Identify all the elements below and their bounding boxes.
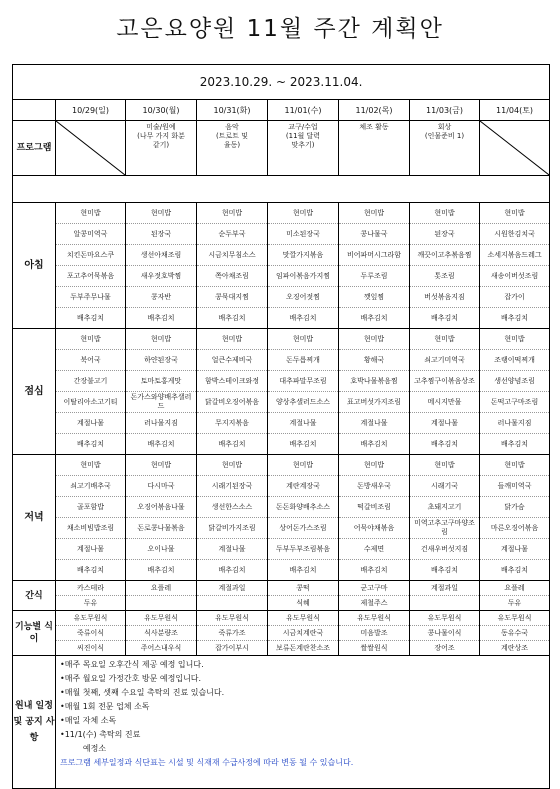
- menu-item: 돈로콩나물볶음: [126, 518, 196, 539]
- menu-item: 배추김치: [147, 439, 175, 448]
- snack-item: 요플레: [480, 581, 549, 596]
- menu-item: 계란계장국: [268, 476, 338, 497]
- menu-item: 현미밥: [480, 455, 549, 476]
- menu-item: 배추김치: [360, 565, 388, 574]
- program-cell: 체조 활동: [339, 121, 410, 176]
- menu-item: 러나물지짐: [480, 413, 549, 434]
- menu-item: 얼큰수제비국: [197, 350, 267, 371]
- menu-item: 현미밥: [339, 455, 409, 476]
- menu-item: 러나물지짐: [126, 413, 196, 434]
- menu-item: 배추김치: [218, 313, 246, 322]
- functional-item: 죽류가조: [197, 626, 267, 641]
- menu-item: 계절나물: [56, 539, 125, 560]
- snack-cell: [480, 581, 550, 611]
- meal-label: 아침: [13, 203, 56, 329]
- menu-item: 콩자반: [126, 287, 196, 308]
- functional-item: 유도무원식: [56, 611, 125, 626]
- menu-item: 양상추샐러드소스: [268, 392, 338, 413]
- functional-item: 장어조: [434, 643, 455, 652]
- menu-item: 현미밥: [197, 203, 267, 224]
- menu-item: 계절나물: [410, 413, 479, 434]
- menu-item: 새송이버섯조림: [480, 266, 549, 287]
- menu-item: 현미밥: [56, 203, 125, 224]
- menu-item: 깻잎찜: [339, 287, 409, 308]
- menu-item: 버섯볶음지짐: [410, 287, 479, 308]
- menu-item: 톳조림: [410, 266, 479, 287]
- menu-item: 새우젓호박찜: [126, 266, 196, 287]
- menu-item: 닭갈비오징어볶음: [197, 392, 267, 413]
- notes-line: •매월 1회 전문 업체 소독: [60, 702, 150, 711]
- notes-line: •11/1(수) 촉탁의 진료: [60, 730, 141, 739]
- menu-item: 배추김치: [147, 313, 175, 322]
- menu-item: 쪽아채조림: [197, 266, 267, 287]
- functional-cell: [480, 611, 550, 656]
- menu-item: 닭갈비가지조림: [197, 518, 267, 539]
- notes-line: •매일 자체 소독: [60, 716, 117, 725]
- meal-day-cell: [480, 455, 550, 581]
- menu-item: 순두부국: [197, 224, 267, 245]
- notes-cell: [56, 656, 550, 789]
- functional-item: 잡가이부시: [215, 643, 249, 652]
- menu-item: 배추김치: [430, 439, 459, 448]
- functional-item: 콩나물이식: [410, 626, 479, 641]
- functional-item: 유도무원식: [126, 611, 196, 626]
- meal-day-cell: [268, 329, 339, 455]
- menu-item: 호박나물볶음찜: [339, 371, 409, 392]
- functional-item: 보류돈계란찬소조: [275, 643, 331, 652]
- snack-cell: [339, 581, 410, 611]
- notes-label: 원내 일정 및 공지 사항: [13, 656, 56, 789]
- menu-item: 생선아채조림: [126, 245, 196, 266]
- menu-item: 돈방새우국: [339, 476, 409, 497]
- program-label: 프로그램: [13, 121, 56, 176]
- menu-item: 소세지볶음드레그: [480, 245, 549, 266]
- snack-item: 콩떡: [268, 581, 338, 596]
- menu-item: 비어파머시그라함: [339, 245, 409, 266]
- snack-item: 카스테라: [56, 581, 125, 596]
- functional-item: 죽류이식: [56, 626, 125, 641]
- menu-item: 현미밥: [126, 329, 196, 350]
- snack-item: 제철주스: [360, 598, 388, 607]
- menu-item: 두루조림: [339, 266, 409, 287]
- menu-item: 북어국: [56, 350, 125, 371]
- menu-item: 간장불고기: [56, 371, 125, 392]
- functional-item: 유도무원식: [410, 611, 479, 626]
- menu-item: 조랭이떡찌개: [480, 350, 549, 371]
- menu-item: 현미밥: [339, 203, 409, 224]
- functional-label: 기능별 식이: [13, 611, 56, 656]
- menu-item: 포고추어묵볶음: [56, 266, 125, 287]
- menu-item: 콩나물국: [339, 224, 409, 245]
- menu-item: 오징어볶음나물: [126, 497, 196, 518]
- meal-day-cell: [126, 203, 197, 329]
- menu-item: 배추김치: [501, 313, 529, 322]
- menu-item: 돈가스와양배추샐러드: [126, 392, 196, 413]
- menu-item: 배추김치: [289, 313, 317, 322]
- meal-day-cell: [480, 329, 550, 455]
- menu-item: 현미밥: [268, 203, 338, 224]
- menu-item: 상어돈가스조림: [268, 518, 338, 539]
- menu-item: 오이나물: [126, 539, 196, 560]
- menu-item: 쇠고기미역국: [410, 350, 479, 371]
- menu-item: 배추김치: [430, 565, 459, 574]
- functional-item: 식사분량조: [126, 626, 196, 641]
- functional-cell: [268, 611, 339, 656]
- menu-item: 알콩미역국: [56, 224, 125, 245]
- week-range: 2023.10.29. ~ 2023.11.04.: [13, 65, 550, 100]
- menu-item: 배추김치: [430, 313, 459, 322]
- menu-item: 황해국: [339, 350, 409, 371]
- program-cell: 회상 (인물준비 1): [410, 121, 480, 176]
- snack-cell: [197, 581, 268, 611]
- menu-item: 배추김치: [218, 565, 246, 574]
- meal-day-cell: [56, 329, 126, 455]
- functional-item: 유도무원식: [268, 611, 338, 626]
- menu-item: 된장국: [126, 224, 196, 245]
- program-cell: 미술/원예 (나무 가지 화분 같기): [126, 121, 197, 176]
- meal-day-cell: [268, 455, 339, 581]
- functional-item: 계란상조: [501, 643, 529, 652]
- day-header: 11/04(토): [480, 100, 550, 121]
- day-header: 10/29(일): [56, 100, 126, 121]
- program-empty-cell: [480, 121, 550, 176]
- weekly-plan-table: [12, 64, 549, 789]
- program-empty-cell: [56, 121, 126, 176]
- functional-cell: [339, 611, 410, 656]
- diagonal-line: [56, 121, 125, 175]
- menu-item: 시래기국: [410, 476, 479, 497]
- menu-item: 시원한김치국: [480, 224, 549, 245]
- page-title: 고은요양원 11월 주간 계획안: [116, 16, 444, 42]
- menu-item: 현미밥: [126, 455, 196, 476]
- menu-item: 메시지만물: [410, 392, 479, 413]
- menu-item: 현미밥: [480, 203, 549, 224]
- menu-item: 돈돈화양배추소스: [268, 497, 338, 518]
- menu-item: 현미밥: [197, 329, 267, 350]
- menu-item: 현미밥: [410, 329, 479, 350]
- functional-cell: [197, 611, 268, 656]
- snack-cell: [410, 581, 480, 611]
- functional-item: 주어스내우식: [140, 643, 182, 652]
- meal-day-cell: [268, 203, 339, 329]
- menu-item: 배추김치: [360, 439, 388, 448]
- program-cell: 음악 (트로트 및 율동): [197, 121, 268, 176]
- menu-item: 치킨돈마요스쿠: [56, 245, 125, 266]
- menu-item: 현미밥: [56, 455, 125, 476]
- snack-item: 식혜: [296, 598, 310, 607]
- functional-item: 동유수국: [480, 626, 549, 641]
- day-header: 11/02(목): [339, 100, 410, 121]
- meal-day-cell: [339, 329, 410, 455]
- menu-item: 표고버섯가지조림: [339, 392, 409, 413]
- snack-item: 계절과일: [197, 581, 267, 596]
- menu-item: 건새우버섯지짐: [410, 539, 479, 560]
- day-header: 10/30(월): [126, 100, 197, 121]
- functional-cell: [126, 611, 197, 656]
- menu-item: 깨끗이고추볶음찜: [410, 245, 479, 266]
- functional-item: 씨진이식: [76, 643, 105, 652]
- menu-item: 돈떡고구마조림: [480, 392, 549, 413]
- menu-item: 토마토홍게맛: [126, 371, 196, 392]
- notes-line: •매주 목요일 오후간식 제공 예정 입니다.: [60, 660, 204, 669]
- menu-item: 떡갈비조림: [339, 497, 409, 518]
- menu-item: 배추김치: [76, 313, 105, 322]
- menu-item: 콩묵대지찜: [197, 287, 267, 308]
- menu-item: 임파이볶음가지찜: [268, 266, 338, 287]
- snack-item: [197, 596, 267, 610]
- functional-item: 유도무원식: [339, 611, 409, 626]
- functional-cell: [56, 611, 126, 656]
- menu-item: 골포함밥: [56, 497, 125, 518]
- menu-item: 현미밥: [197, 455, 267, 476]
- meal-day-cell: [339, 203, 410, 329]
- menu-item: 들깨미역국: [480, 476, 549, 497]
- menu-item: 현미밥: [480, 329, 549, 350]
- notes-line: •매주 월요일 가정간호 방문 예정입니다.: [60, 674, 202, 683]
- snack-item: [126, 596, 196, 610]
- menu-item: 계절나물: [268, 413, 338, 434]
- notes-line: 예정소: [60, 744, 107, 753]
- snack-cell: [126, 581, 197, 611]
- meal-day-cell: [339, 455, 410, 581]
- menu-item: 두부주무나물: [56, 287, 125, 308]
- menu-item: 현미밥: [268, 329, 338, 350]
- menu-item: 현미밥: [410, 455, 479, 476]
- snack-item: 계절과일: [410, 581, 479, 596]
- menu-item: 배추김치: [501, 439, 529, 448]
- meal-day-cell: [197, 455, 268, 581]
- menu-item: 맛깔가지볶음: [268, 245, 338, 266]
- meal-day-cell: [410, 455, 480, 581]
- menu-item: 배추김치: [289, 439, 317, 448]
- functional-cell: [410, 611, 480, 656]
- meal-day-cell: [126, 329, 197, 455]
- meal-day-cell: [56, 455, 126, 581]
- menu-item: 두부두부조림볶음: [268, 539, 338, 560]
- meal-day-cell: [410, 329, 480, 455]
- menu-item: 현미밥: [56, 329, 125, 350]
- corner-cell: [13, 100, 56, 121]
- menu-item: 배추김치: [218, 439, 246, 448]
- snack-item: [410, 596, 479, 610]
- menu-item: 생선양념조림: [480, 371, 549, 392]
- snack-item: 군고구마: [339, 581, 409, 596]
- menu-item: 미소된장국: [268, 224, 338, 245]
- notes-line: •매월 첫째, 셋째 수요일 촉탁의 진료 있습니다.: [60, 688, 225, 697]
- menu-item: 된장국: [410, 224, 479, 245]
- menu-item: 채소비빔밥조림: [56, 518, 125, 539]
- menu-item: 계절나물: [339, 413, 409, 434]
- program-cell: 교구/수업 (11월 달력 맞추기): [268, 121, 339, 176]
- menu-item: 이탈리아소고기티: [56, 392, 125, 413]
- menu-item: 현미밥: [268, 455, 338, 476]
- menu-item: 잡가이: [480, 287, 549, 308]
- snack-item: 두유: [507, 598, 522, 607]
- menu-item: 배추김치: [76, 565, 105, 574]
- meal-day-cell: [480, 203, 550, 329]
- menu-item: 배추김치: [76, 439, 105, 448]
- day-header: 11/01(수): [268, 100, 339, 121]
- menu-item: 오징어젓찜: [268, 287, 338, 308]
- menu-item: 함박스테이크와정: [197, 371, 267, 392]
- menu-item: 초돼지고기: [410, 497, 479, 518]
- menu-item: 배추김치: [360, 313, 388, 322]
- meal-day-cell: [56, 203, 126, 329]
- meal-day-cell: [197, 203, 268, 329]
- menu-item: 배추김치: [501, 565, 529, 574]
- menu-item: 미역고추고구마양조림: [410, 518, 479, 539]
- menu-item: 시금치무침소스: [197, 245, 267, 266]
- menu-item: 수제면: [339, 539, 409, 560]
- menu-item: 계절나물: [480, 539, 549, 560]
- diagonal-line: [480, 121, 549, 175]
- functional-item: 유도무원식: [480, 611, 549, 626]
- functional-item: 쌀쌀원식: [360, 643, 388, 652]
- menu-item: 하얀된장국: [126, 350, 196, 371]
- menu-item: 시래기된장국: [197, 476, 267, 497]
- meal-day-cell: [197, 329, 268, 455]
- menu-item: 현미밥: [339, 329, 409, 350]
- functional-item: 시금치계란국: [268, 626, 338, 641]
- menu-item: 닭가슴: [480, 497, 549, 518]
- notes-warning: 프로그램 세부일정과 식단표는 시설 및 식재재 수급사정에 따라 변동 될 수 있습니다.: [60, 758, 354, 767]
- menu-item: 현미밥: [126, 203, 196, 224]
- menu-item: 쇠고기배추국: [56, 476, 125, 497]
- menu-item: 현미밥: [410, 203, 479, 224]
- snack-cell: [268, 581, 339, 611]
- meal-label: 점심: [13, 329, 56, 455]
- menu-item: 마른오징어볶음: [480, 518, 549, 539]
- functional-item: 유도무원식: [197, 611, 267, 626]
- spacer-row: [13, 176, 550, 203]
- snack-cell: [56, 581, 126, 611]
- menu-item: 계절나물: [56, 413, 125, 434]
- menu-item: 무지지볶음: [197, 413, 267, 434]
- meal-label: 저녁: [13, 455, 56, 581]
- menu-item: 생선한스소스: [197, 497, 267, 518]
- snack-item: 두유: [83, 598, 98, 607]
- menu-item: 다시마국: [126, 476, 196, 497]
- menu-item: 배추김치: [289, 565, 317, 574]
- day-header: 11/03(금): [410, 100, 480, 121]
- snack-label: 간식: [13, 581, 56, 611]
- menu-item: 배추김치: [147, 565, 175, 574]
- menu-item: 돈두릅찌개: [268, 350, 338, 371]
- menu-item: 계절나물: [197, 539, 267, 560]
- meal-day-cell: [126, 455, 197, 581]
- snack-item: 요플레: [126, 581, 196, 596]
- menu-item: 대추파말무조림: [268, 371, 338, 392]
- day-header: 10/31(화): [197, 100, 268, 121]
- menu-item: 고추찜구이볶음상조: [410, 371, 479, 392]
- menu-item: 어묵야채볶음: [339, 518, 409, 539]
- meal-day-cell: [410, 203, 480, 329]
- functional-item: 미음발조: [339, 626, 409, 641]
